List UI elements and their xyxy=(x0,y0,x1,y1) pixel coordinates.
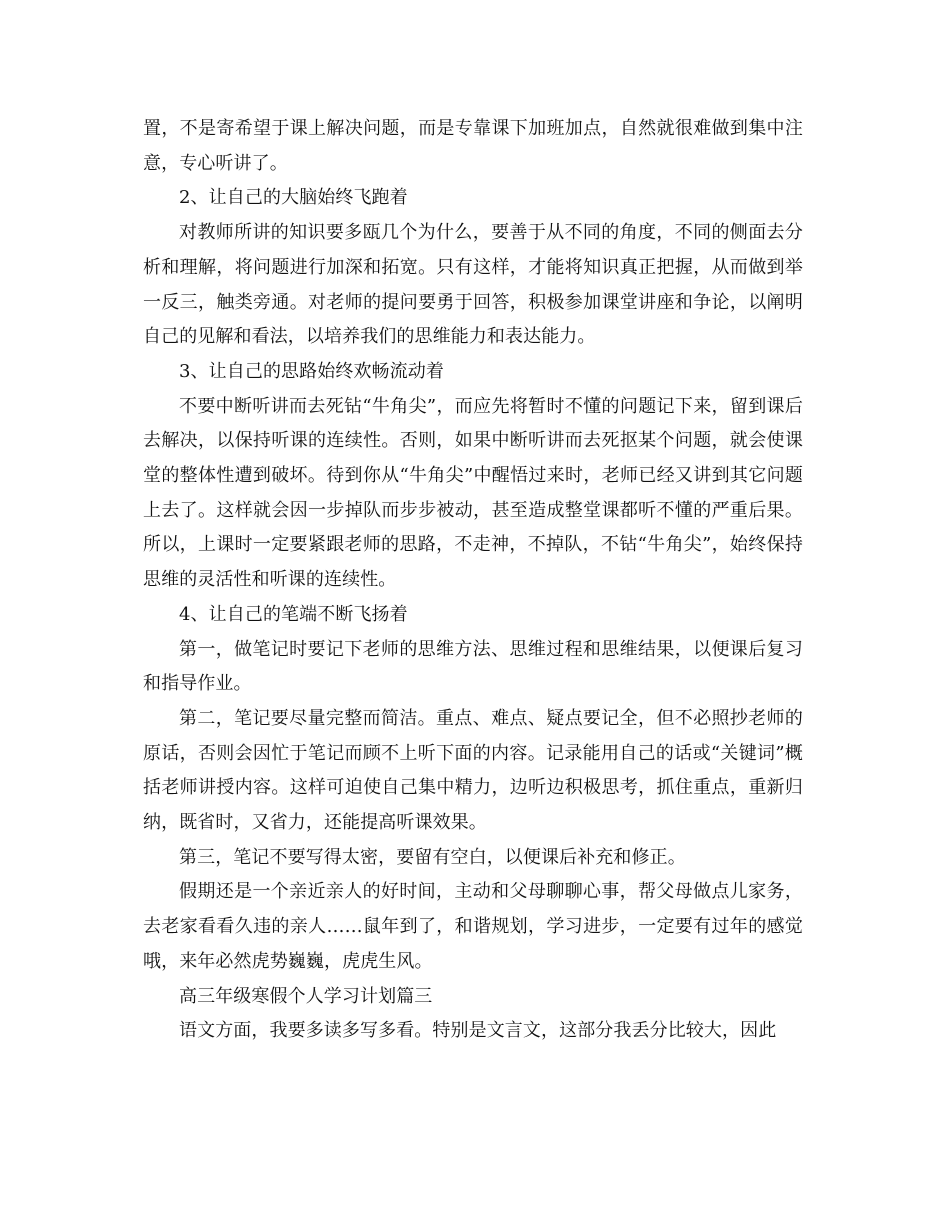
document-body xyxy=(143,112,803,1049)
paragraph-thinking: 对教师所讲的知识要多瓯几个为什么，要善于从不同的角度，不同的侧面去分析和理解，将问题进行加深和拓宽。只有这样，才能将知识真正把握，从而做到举一反三，触类旁通。对老师的提问要勇于回答，积极参加课堂讲座和争论，以阐明自己的见解和看法，以培养我们的思维能力和表达能力。 xyxy=(143,222,803,348)
section-heading-3: 3、让自己的思路始终欢畅流动着 xyxy=(179,360,444,382)
paragraph-chinese-study: 语文方面，我要多读多写多看。特别是文言文，这部分我丢分比较大，因此 xyxy=(179,1020,777,1042)
paragraph-notes-third: 第三，笔记不要写得太密，要留有空白，以便课后补充和修正。 xyxy=(179,846,686,868)
paragraph-continuation: 置，不是寄希望于课上解决问题，而是专靠课下加班加点，自然就很难做到集中注意，专心听讲了。 xyxy=(143,118,803,174)
paragraph-notes-second: 第二，笔记要尽量完整而简洁。重点、难点、疑点要记全，但不必照抄老师的原话，否则会因忙于笔记而顾不上听下面的内容。记录能用自己的话或“关键词”概括老师讲授内容。这样可迫使自己集中精力，边听边积极思考，抓住重点，重新归纳，既省时，又省力，还能提高听课效果。 xyxy=(143,707,803,834)
section-heading-4: 4、让自己的笔端不断飞扬着 xyxy=(179,603,408,625)
paragraph-holiday-family: 假期还是一个亲近亲人的好时间，主动和父母聊聊心事，帮父母做点儿家务，去老家看看久违的亲人……鼠年到了，和谐规划，学习进步，一定要有过年的感觉哦，来年必然虎势巍巍，虎虎生风。 xyxy=(143,881,803,972)
section-title-plan-three: 高三年级寒假个人学习计划篇三 xyxy=(179,985,433,1007)
section-heading-2: 2、让自己的大脑始终飞跑着 xyxy=(179,187,408,209)
paragraph-notes-first: 第一，做笔记时要记下老师的思维方法、思维过程和思维结果，以便课后复习和指导作业。 xyxy=(143,638,803,695)
paragraph-train-of-thought: 不要中断听讲而去死钻“牛角尖”，而应先将暂时不懂的问题记下来，留到课后去解决，以保持听课的连续性。否则，如果中断听讲而去死抠某个问题，就会使课堂的整体性遭到破坏。待到你从“牛角尖”中醒悟过来时，老师已经又讲到其它问题上去了。这样就会因一步掉队而步步被动，甚至造成整堂课都听不懂的严重后果。所以，上课时一定要紧跟老师的思路，不走神，不掉队，不钻“牛角尖”，始终保持思维的灵活性和听课的连续性。 xyxy=(143,395,803,591)
